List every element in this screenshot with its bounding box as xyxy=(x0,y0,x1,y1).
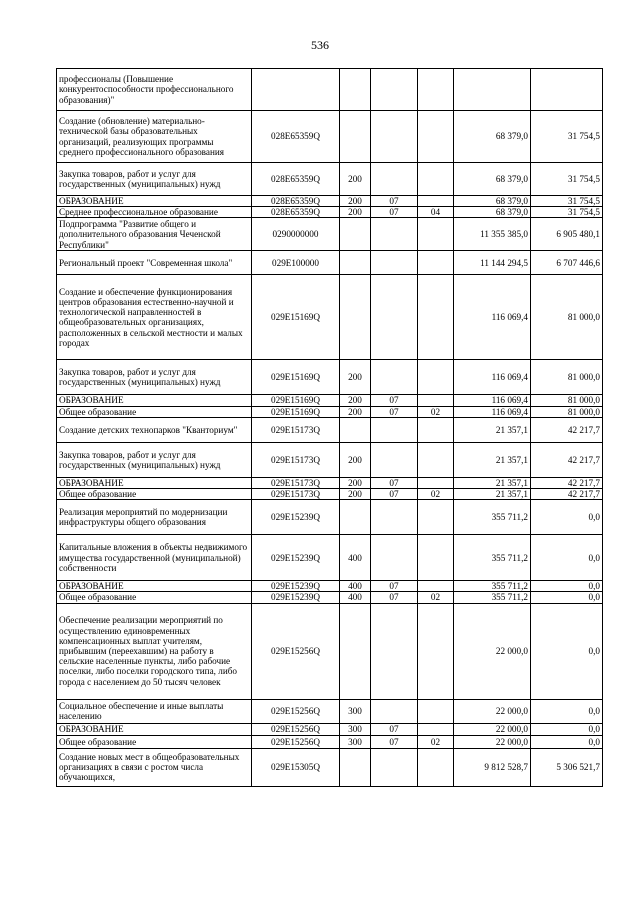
amount-year-1-cell: 68 379,0 xyxy=(454,111,531,163)
section-cell: 07 xyxy=(371,395,418,406)
item-name-cell: Создание новых мест в общеобразовательных организациях в связи с ростом числа обучающихся, xyxy=(57,748,252,786)
amount-year-2-cell: 42 217,7 xyxy=(531,477,603,488)
table-row xyxy=(57,163,603,196)
table-row xyxy=(57,500,603,535)
table-row xyxy=(57,535,603,581)
amount-year-2-cell: 0,0 xyxy=(531,500,603,535)
amount-year-2-cell: 31 754,5 xyxy=(531,111,603,163)
table-row xyxy=(57,477,603,488)
subsection-cell xyxy=(418,500,454,535)
amount-year-1-cell: 355 711,2 xyxy=(454,592,531,603)
amount-year-1-cell: 116 069,4 xyxy=(454,395,531,406)
target-code-cell xyxy=(252,69,340,111)
amount-year-2-cell xyxy=(531,69,603,111)
target-code-cell: 029E15169Q xyxy=(252,406,340,417)
amount-year-2-cell: 0,0 xyxy=(531,699,603,723)
item-name-cell: Закупка товаров, работ и услуг для государственных (муниципальных) нужд xyxy=(57,163,252,196)
amount-year-1-cell: 21 357,1 xyxy=(454,477,531,488)
table-row xyxy=(57,275,603,360)
section-cell: 07 xyxy=(371,207,418,218)
table-row xyxy=(57,360,603,395)
amount-year-1-cell: 68 379,0 xyxy=(454,207,531,218)
section-cell xyxy=(371,699,418,723)
table-row xyxy=(57,417,603,442)
amount-year-1-cell: 116 069,4 xyxy=(454,275,531,360)
amount-year-2-cell: 81 000,0 xyxy=(531,360,603,395)
table-row xyxy=(57,723,603,735)
amount-year-2-cell: 6 707 446,6 xyxy=(531,251,603,275)
amount-year-2-cell: 6 905 480,1 xyxy=(531,218,603,251)
item-name-cell: профессионалы (Повышение конкурентоспособности профессионального образования)" xyxy=(57,69,252,111)
expense-type-cell: 400 xyxy=(340,581,371,592)
expense-type-cell: 200 xyxy=(340,442,371,477)
amount-year-2-cell: 0,0 xyxy=(531,723,603,735)
item-name-cell: Общее образование xyxy=(57,489,252,500)
target-code-cell: 0290000000 xyxy=(252,218,340,251)
subsection-cell xyxy=(418,442,454,477)
subsection-cell xyxy=(418,218,454,251)
amount-year-1-cell: 68 379,0 xyxy=(454,163,531,196)
table-row xyxy=(57,251,603,275)
subsection-cell xyxy=(418,535,454,581)
table-row xyxy=(57,218,603,251)
amount-year-2-cell: 0,0 xyxy=(531,603,603,699)
subsection-cell xyxy=(418,477,454,488)
budget-table xyxy=(56,68,603,787)
section-cell xyxy=(371,535,418,581)
subsection-cell: 02 xyxy=(418,592,454,603)
amount-year-1-cell: 21 357,1 xyxy=(454,417,531,442)
section-cell xyxy=(371,360,418,395)
table-row xyxy=(57,442,603,477)
section-cell: 07 xyxy=(371,723,418,735)
section-cell: 07 xyxy=(371,592,418,603)
amount-year-1-cell: 21 357,1 xyxy=(454,442,531,477)
target-code-cell: 028E65359Q xyxy=(252,207,340,218)
section-cell xyxy=(371,251,418,275)
subsection-cell: 02 xyxy=(418,489,454,500)
item-name-cell: Закупка товаров, работ и услуг для государственных (муниципальных) нужд xyxy=(57,442,252,477)
item-name-cell: Закупка товаров, работ и услуг для государственных (муниципальных) нужд xyxy=(57,360,252,395)
amount-year-2-cell: 5 306 521,7 xyxy=(531,748,603,786)
table-row xyxy=(57,395,603,406)
section-cell xyxy=(371,442,418,477)
amount-year-2-cell: 31 754,5 xyxy=(531,196,603,207)
table-row xyxy=(57,699,603,723)
expense-type-cell: 200 xyxy=(340,360,371,395)
amount-year-2-cell: 42 217,7 xyxy=(531,417,603,442)
amount-year-1-cell: 116 069,4 xyxy=(454,360,531,395)
subsection-cell xyxy=(418,603,454,699)
amount-year-2-cell: 81 000,0 xyxy=(531,406,603,417)
table-row xyxy=(57,69,603,111)
section-cell xyxy=(371,500,418,535)
page-number: 536 xyxy=(311,38,329,52)
expense-type-cell: 200 xyxy=(340,406,371,417)
item-name-cell: Среднее профессиональное образование xyxy=(57,207,252,218)
expense-type-cell xyxy=(340,500,371,535)
target-code-cell: 029E15256Q xyxy=(252,723,340,735)
table-row xyxy=(57,748,603,786)
amount-year-2-cell: 42 217,7 xyxy=(531,442,603,477)
item-name-cell: ОБРАЗОВАНИЕ xyxy=(57,395,252,406)
amount-year-1-cell: 355 711,2 xyxy=(454,500,531,535)
amount-year-1-cell: 11 355 385,0 xyxy=(454,218,531,251)
target-code-cell: 029E15173Q xyxy=(252,477,340,488)
subsection-cell xyxy=(418,69,454,111)
amount-year-2-cell: 81 000,0 xyxy=(531,395,603,406)
item-name-cell: ОБРАЗОВАНИЕ xyxy=(57,196,252,207)
item-name-cell: Создание и обеспечение функционирования центров образования естественно-научной и технологической направленностей в общеобразовательных организациях, расположенных в сельской местности и малых городах xyxy=(57,275,252,360)
section-cell: 07 xyxy=(371,196,418,207)
item-name-cell: ОБРАЗОВАНИЕ xyxy=(57,581,252,592)
target-code-cell: 029E15239Q xyxy=(252,535,340,581)
amount-year-1-cell: 22 000,0 xyxy=(454,735,531,748)
subsection-cell xyxy=(418,360,454,395)
target-code-cell: 029E15305Q xyxy=(252,748,340,786)
expense-type-cell: 300 xyxy=(340,735,371,748)
section-cell: 07 xyxy=(371,581,418,592)
target-code-cell: 029E15169Q xyxy=(252,395,340,406)
table-row xyxy=(57,207,603,218)
item-name-cell: ОБРАЗОВАНИЕ xyxy=(57,477,252,488)
table-row xyxy=(57,489,603,500)
section-cell: 07 xyxy=(371,489,418,500)
item-name-cell: Обеспечение реализации мероприятий по осуществлению единовременных компенсационных выплат учителям, прибывшим (переехавшим) на работу в сельские населенные пункты, либо рабочие поселки, либо поселки городского типа, либо города с населением до 50 тысяч человек xyxy=(57,603,252,699)
table-row xyxy=(57,196,603,207)
subsection-cell: 04 xyxy=(418,207,454,218)
expense-type-cell xyxy=(340,251,371,275)
item-name-cell: Создание детских технопарков "Кванториум" xyxy=(57,417,252,442)
target-code-cell: 029E15256Q xyxy=(252,699,340,723)
section-cell xyxy=(371,748,418,786)
item-name-cell: Капитальные вложения в объекты недвижимого имущества государственной (муниципальной) собственности xyxy=(57,535,252,581)
target-code-cell: 029E15256Q xyxy=(252,603,340,699)
amount-year-1-cell: 68 379,0 xyxy=(454,196,531,207)
table-row xyxy=(57,592,603,603)
target-code-cell: 029E15239Q xyxy=(252,581,340,592)
target-code-cell: 029E15256Q xyxy=(252,735,340,748)
amount-year-2-cell: 42 217,7 xyxy=(531,489,603,500)
expense-type-cell xyxy=(340,748,371,786)
subsection-cell xyxy=(418,163,454,196)
expense-type-cell xyxy=(340,417,371,442)
subsection-cell xyxy=(418,111,454,163)
expense-type-cell: 200 xyxy=(340,207,371,218)
table-row xyxy=(57,603,603,699)
section-cell xyxy=(371,275,418,360)
target-code-cell: 028E65359Q xyxy=(252,196,340,207)
amount-year-1-cell: 22 000,0 xyxy=(454,699,531,723)
expense-type-cell: 200 xyxy=(340,395,371,406)
subsection-cell xyxy=(418,275,454,360)
target-code-cell: 029E15173Q xyxy=(252,417,340,442)
expense-type-cell: 200 xyxy=(340,489,371,500)
table-row xyxy=(57,111,603,163)
subsection-cell xyxy=(418,581,454,592)
amount-year-2-cell: 0,0 xyxy=(531,735,603,748)
amount-year-2-cell: 0,0 xyxy=(531,581,603,592)
amount-year-1-cell: 9 812 528,7 xyxy=(454,748,531,786)
subsection-cell xyxy=(418,196,454,207)
subsection-cell xyxy=(418,417,454,442)
subsection-cell xyxy=(418,699,454,723)
item-name-cell: Общее образование xyxy=(57,406,252,417)
expense-type-cell: 200 xyxy=(340,163,371,196)
subsection-cell xyxy=(418,748,454,786)
amount-year-1-cell: 355 711,2 xyxy=(454,581,531,592)
subsection-cell xyxy=(418,251,454,275)
subsection-cell: 02 xyxy=(418,735,454,748)
subsection-cell xyxy=(418,723,454,735)
item-name-cell: Реализация мероприятий по модернизации инфраструктуры общего образования xyxy=(57,500,252,535)
target-code-cell: 029E15239Q xyxy=(252,500,340,535)
section-cell: 07 xyxy=(371,406,418,417)
target-code-cell: 029E15169Q xyxy=(252,360,340,395)
item-name-cell: Общее образование xyxy=(57,592,252,603)
target-code-cell: 029E15239Q xyxy=(252,592,340,603)
target-code-cell: 028E65359Q xyxy=(252,163,340,196)
item-name-cell: Общее образование xyxy=(57,735,252,748)
section-cell xyxy=(371,69,418,111)
item-name-cell: ОБРАЗОВАНИЕ xyxy=(57,723,252,735)
expense-type-cell: 400 xyxy=(340,592,371,603)
item-name-cell: Создание (обновление) материально-технической базы образовательных организаций, реализующих программы среднего профессионального образования xyxy=(57,111,252,163)
expense-type-cell: 300 xyxy=(340,699,371,723)
section-cell xyxy=(371,417,418,442)
expense-type-cell: 400 xyxy=(340,535,371,581)
amount-year-1-cell: 11 144 294,5 xyxy=(454,251,531,275)
subsection-cell: 02 xyxy=(418,406,454,417)
section-cell xyxy=(371,603,418,699)
expense-type-cell xyxy=(340,218,371,251)
section-cell xyxy=(371,111,418,163)
amount-year-2-cell: 0,0 xyxy=(531,535,603,581)
target-code-cell: 029E15173Q xyxy=(252,489,340,500)
expense-type-cell: 200 xyxy=(340,196,371,207)
amount-year-1-cell: 116 069,4 xyxy=(454,406,531,417)
amount-year-1-cell: 355 711,2 xyxy=(454,535,531,581)
target-code-cell: 029E100000 xyxy=(252,251,340,275)
subsection-cell xyxy=(418,395,454,406)
amount-year-1-cell xyxy=(454,69,531,111)
expense-type-cell xyxy=(340,275,371,360)
expense-type-cell xyxy=(340,111,371,163)
amount-year-1-cell: 21 357,1 xyxy=(454,489,531,500)
section-cell: 07 xyxy=(371,477,418,488)
expense-type-cell: 300 xyxy=(340,723,371,735)
target-code-cell: 029E15173Q xyxy=(252,442,340,477)
target-code-cell: 028E65359Q xyxy=(252,111,340,163)
section-cell: 07 xyxy=(371,735,418,748)
amount-year-2-cell: 31 754,5 xyxy=(531,163,603,196)
amount-year-2-cell: 81 000,0 xyxy=(531,275,603,360)
item-name-cell: Подпрограмма "Развитие общего и дополнительного образования Чеченской Республики" xyxy=(57,218,252,251)
target-code-cell: 029E15169Q xyxy=(252,275,340,360)
table-row xyxy=(57,735,603,748)
section-cell xyxy=(371,163,418,196)
amount-year-1-cell: 22 000,0 xyxy=(454,603,531,699)
amount-year-2-cell: 31 754,5 xyxy=(531,207,603,218)
amount-year-2-cell: 0,0 xyxy=(531,592,603,603)
section-cell xyxy=(371,218,418,251)
expense-type-cell xyxy=(340,69,371,111)
table-row xyxy=(57,406,603,417)
amount-year-1-cell: 22 000,0 xyxy=(454,723,531,735)
expense-type-cell: 200 xyxy=(340,477,371,488)
expense-type-cell xyxy=(340,603,371,699)
item-name-cell: Региональный проект "Современная школа" xyxy=(57,251,252,275)
item-name-cell: Социальное обеспечение и иные выплаты населению xyxy=(57,699,252,723)
table-row xyxy=(57,581,603,592)
